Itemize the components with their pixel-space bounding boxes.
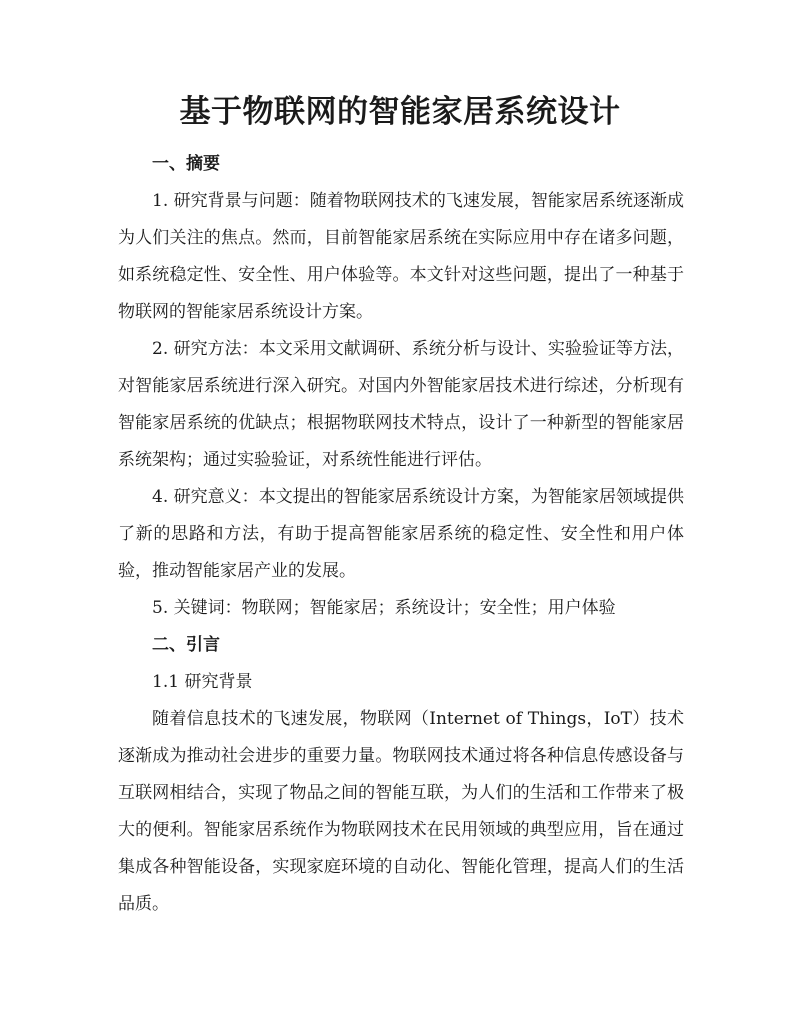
abstract-item-significance: 4. 研究意义：本文提出的智能家居系统设计方案，为智能家居领域提供了新的思路和方法，有助于提高智能家居系统的稳定性、安全性和用户体验，推动智能家居产业的发展。 bbox=[118, 487, 684, 581]
abstract-item-methods: 2. 研究方法：本文采用文献调研、系统分析与设计、实验验证等方法，对智能家居系统进行深入研究。对国内外智能家居技术进行综述，分析现有智能家居系统的优缺点；根据物联网技术特点，设计了一种新型的智能家居系统架构；通过实验验证，对系统性能进行评估。 bbox=[118, 339, 684, 470]
background-paragraph: 随着信息技术的飞速发展，物联网（Internet of Things，IoT）技术逐渐成为推动社会进步的重要力量。物联网技术通过将各种信息传感设备与互联网相结合，实现了物品之间的智能互联，为人们的生活和工作带来了极大的便利。智能家居系统作为物联网技术在民用领域的典型应用，旨在通过集成各种智能设备，实现家庭环境的自动化、智能化管理，提高人们的生活品质。 bbox=[118, 709, 684, 914]
abstract-item-keywords: 5. 关键词：物联网；智能家居；系统设计；安全性；用户体验 bbox=[152, 598, 616, 618]
intro-heading: 二、引言 bbox=[152, 635, 220, 655]
document-title: 基于物联网的智能家居系统设计 bbox=[179, 94, 621, 130]
abstract-item-background: 1. 研究背景与问题：随着物联网技术的飞速发展，智能家居系统逐渐成为人们关注的焦点。然而，目前智能家居系统在实际应用中存在诸多问题，如系统稳定性、安全性、用户体验等。本文针对这些问题，提出了一种基于物联网的智能家居系统设计方案。 bbox=[118, 191, 684, 322]
abstract-heading: 一、摘要 bbox=[152, 154, 220, 174]
document-body bbox=[118, 146, 684, 923]
background-subheading: 1.1 研究背景 bbox=[152, 672, 253, 692]
